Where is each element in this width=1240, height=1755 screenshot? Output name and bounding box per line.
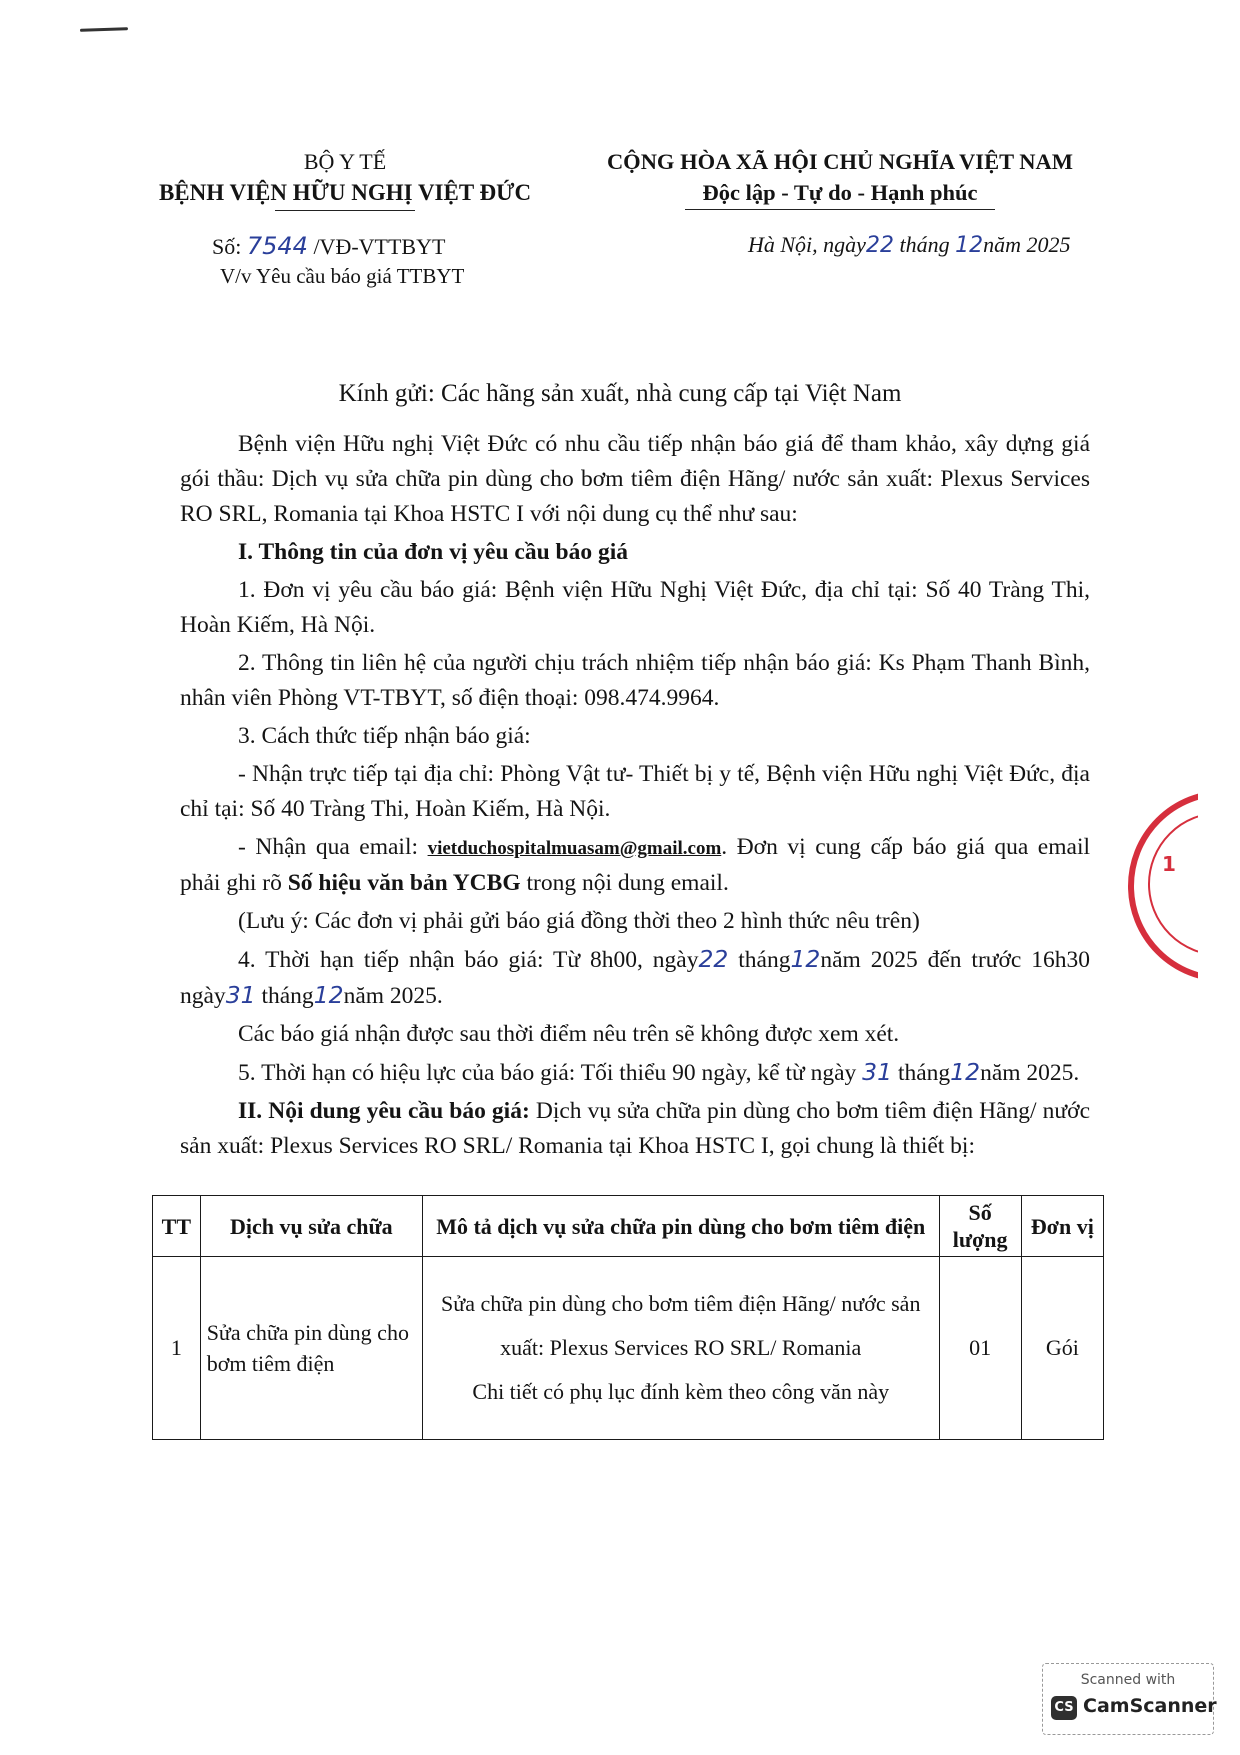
section-2-heading: II. Nội dung yêu cầu báo giá: xyxy=(238,1098,530,1124)
section-1-heading: I. Thông tin của đơn vị yêu cầu báo giá xyxy=(238,539,628,565)
section-1-item-2: 2. Thông tin liên hệ của người chịu trách nhiệm tiếp nhận báo giá: Ks Phạm Thanh Bình, nhân viên Phòng VT-TBYT, số điện thoại: 098.474.9964. xyxy=(180,650,1090,711)
item5-day-handwritten: 31 xyxy=(862,1058,893,1086)
section-1-item-3a: - Nhận trực tiếp tại địa chỉ: Phòng Vật tư- Thiết bị y tế, Bệnh viện Hữu nghị Việt Đức, địa chỉ tại: Số 40 Tràng Thi, Hoàn Kiếm, Hà Nội. xyxy=(180,761,1090,822)
section-1-item-1: 1. Đơn vị yêu cầu báo giá: Bệnh viện Hữu Nghị Việt Đức, địa chỉ tại: Số 40 Tràng Thi, Hoàn Kiếm, Hà Nội. xyxy=(180,577,1090,638)
quotation-table xyxy=(152,1195,1104,1440)
doc-no-handwritten: 7544 xyxy=(246,232,308,260)
header-service: Dịch vụ sửa chữa xyxy=(200,1196,422,1257)
item4-day1-handwritten: 22 xyxy=(698,945,729,973)
email-mid: . Đơn vị cung cấp báo giá qua email phải ghi rõ xyxy=(180,834,1090,896)
doc-no-suffix: /VĐ-VTTBYT xyxy=(313,234,446,259)
section-1-item-4 xyxy=(180,942,1090,1014)
document-subject: V/v Yêu cầu báo giá TTBYT xyxy=(220,264,465,288)
item5-month-handwritten: 12 xyxy=(950,1058,981,1086)
item4-text-b: tháng xyxy=(738,947,791,973)
header-description: Mô tả dịch vụ sửa chữa pin dùng cho bơm tiêm điện xyxy=(422,1196,939,1257)
salutation: Kính gửi: Các hãng sản xuất, nhà cung cấp tại Việt Nam xyxy=(338,380,902,407)
header-unit: Đơn vị xyxy=(1021,1196,1103,1257)
item4-day2-handwritten: 31 xyxy=(225,981,256,1009)
cell-service: Sửa chữa pin dùng cho bơm tiêm điện xyxy=(200,1257,422,1440)
header-tt: TT xyxy=(153,1196,201,1257)
cell-description xyxy=(422,1257,939,1440)
section-2-text: Dịch vụ sửa chữa pin dùng cho bơm tiêm điện Hãng/ nước sản xuất: Plexus Services RO SRL/ Romania tại Khoa HSTC I, gọi chung là thiết bị: xyxy=(180,1098,1091,1159)
email-bold-text: Số hiệu văn bản YCBG xyxy=(287,870,521,896)
handwritten-mark xyxy=(80,27,128,32)
ministry-name: BỘ Y TẾ xyxy=(303,149,387,174)
motto-underline xyxy=(685,209,995,210)
email-prefix: - Nhận qua email: xyxy=(238,834,419,860)
intro-paragraph: Bệnh viện Hữu nghị Việt Đức có nhu cầu tiếp nhận báo giá để tham khảo, xây dựng giá gói thầu: Dịch vụ sửa chữa pin dùng cho bơm tiêm điện Hãng/ nước sản xuất: Plexus Services RO SRL, Romania tại Khoa HSTC I với nội dung cụ thể như sau: xyxy=(180,431,1090,527)
stamp-text: 1 xyxy=(1162,852,1176,876)
doc-no-label: Số: xyxy=(212,234,242,259)
document-date xyxy=(748,232,1070,258)
description-line-2: Chi tiết có phụ lục đính kèm theo công văn này xyxy=(472,1379,890,1404)
camscanner-logo-icon: CS xyxy=(1051,1696,1077,1720)
item4-text-d: tháng xyxy=(261,983,314,1009)
item4-month1-handwritten: 12 xyxy=(790,945,821,973)
item5-text-c: năm 2025. xyxy=(980,1060,1080,1086)
section-1-note: (Lưu ý: Các đơn vị phải gửi báo giá đồng thời theo 2 hình thức nêu trên) xyxy=(238,908,920,934)
date-month-label: tháng xyxy=(899,232,950,257)
date-day-handwritten: 22 xyxy=(865,233,894,258)
date-month-handwritten: 12 xyxy=(955,233,984,258)
item5-text-b: tháng xyxy=(897,1060,951,1086)
table-row xyxy=(153,1257,1104,1440)
item5-text-a: 5. Thời hạn có hiệu lực của báo giá: Tối thiểu 90 ngày, kể từ ngày xyxy=(238,1060,857,1086)
table-header-row xyxy=(153,1196,1104,1257)
section-1-late-note: Các báo giá nhận được sau thời điểm nêu trên sẽ không được xem xét. xyxy=(238,1021,900,1047)
country-name: CỘNG HÒA XÃ HỘI CHỦ NGHĨA VIỆT NAM xyxy=(606,149,1074,174)
hospital-name: BỆNH VIỆN HỮU NGHỊ VIỆT ĐỨC xyxy=(158,180,532,205)
section-1-item-3: 3. Cách thức tiếp nhận báo giá: xyxy=(238,723,531,749)
section-1-item-3b xyxy=(180,830,1090,901)
red-seal-stamp xyxy=(1128,790,1198,980)
cell-quantity: 01 xyxy=(939,1257,1021,1440)
motto: Độc lập - Tự do - Hạnh phúc xyxy=(702,180,978,205)
item4-text-c: năm 2025 đến trước 16h30 ngày xyxy=(180,947,1090,1009)
header-left xyxy=(120,146,570,211)
watermark-line-1: Scanned with xyxy=(1080,1672,1176,1688)
date-prefix: Hà Nội, ngày xyxy=(748,232,866,257)
hospital-underline xyxy=(275,210,415,211)
cell-tt: 1 xyxy=(153,1257,201,1440)
document-number xyxy=(212,232,445,260)
item4-month2-handwritten: 12 xyxy=(313,981,344,1009)
header-quantity: Số lượng xyxy=(939,1196,1021,1257)
section-1-item-5 xyxy=(180,1055,1090,1091)
watermark-name: CamScanner xyxy=(1083,1695,1217,1717)
document-body xyxy=(180,427,1090,1167)
cell-unit: Gói xyxy=(1021,1257,1103,1440)
date-year: năm 2025 xyxy=(983,232,1071,257)
header-right xyxy=(590,146,1090,210)
email-link[interactable]: vietduchospitalmuasam@gmail.com xyxy=(427,838,722,859)
item4-text-e: năm 2025. xyxy=(343,983,443,1009)
section-2 xyxy=(180,1094,1090,1164)
email-suffix: trong nội dung email. xyxy=(526,870,729,896)
camscanner-watermark xyxy=(1042,1663,1217,1735)
item4-text-a: 4. Thời hạn tiếp nhận báo giá: Từ 8h00, ngày xyxy=(238,947,699,973)
description-line-1: Sửa chữa pin dùng cho bơm tiêm điện Hãng/ nước sản xuất: Plexus Services RO SRL/ Romania xyxy=(441,1291,921,1360)
